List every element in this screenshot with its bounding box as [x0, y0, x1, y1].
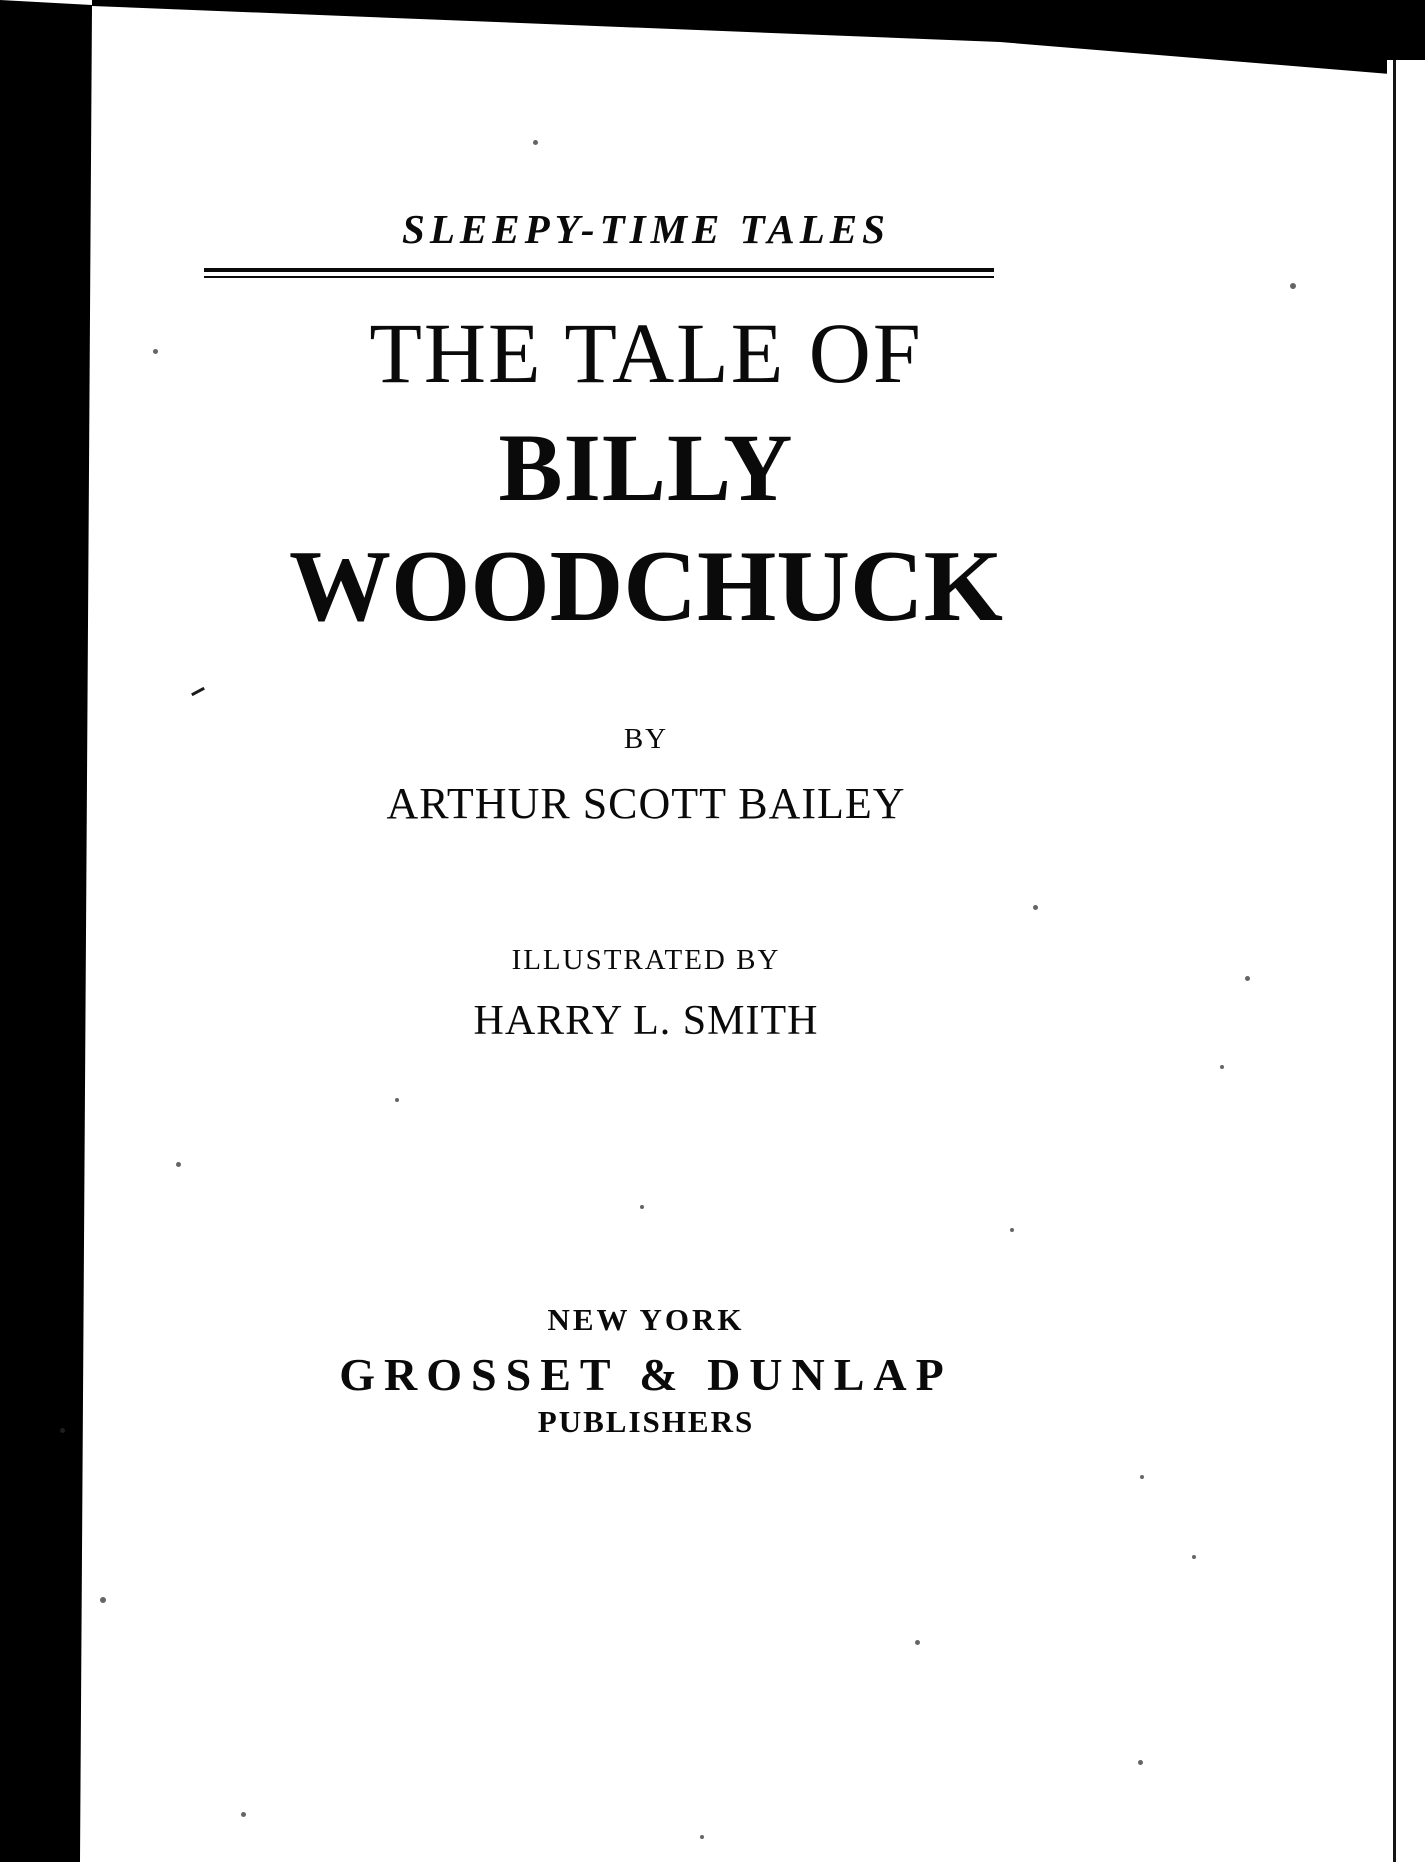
scan-speck [60, 1428, 65, 1433]
book-title-line-2: BILLY [498, 414, 794, 521]
series-rule-upper [204, 268, 994, 272]
scan-speck [1290, 283, 1296, 289]
book-title-line-1: THE TALE OF [369, 305, 923, 401]
scan-speck [1033, 905, 1038, 910]
author-name: ARTHUR SCOTT BAILEY [386, 779, 906, 828]
scan-speck [395, 1098, 399, 1102]
publishers-label: PUBLISHERS [537, 1404, 755, 1439]
scan-speck [533, 140, 538, 145]
scan-edge-left [0, 0, 96, 1862]
book-title-line-3: WOODCHUCK [289, 530, 1003, 643]
scan-speck [640, 1205, 644, 1209]
scan-speck [700, 1835, 704, 1839]
scan-speck [176, 1162, 181, 1167]
scan-speck [1220, 1065, 1224, 1069]
scan-speck [1140, 1475, 1144, 1479]
series-title: SLEEPY-TIME TALES [402, 206, 890, 252]
scan-speck [241, 1812, 246, 1817]
publisher-name: GROSSET & DUNLAP [339, 1349, 953, 1400]
illustrator-name: HARRY L. SMITH [473, 998, 819, 1044]
scan-speck [1010, 1228, 1014, 1232]
title-page-content [96, 0, 1386, 1862]
scan-speck [1245, 976, 1250, 981]
series-rule-lower [204, 276, 994, 278]
publisher-city: NEW YORK [547, 1302, 745, 1337]
scan-speck [100, 1597, 106, 1603]
scan-artifact-tick [191, 687, 205, 696]
illustrated-by-label: ILLUSTRATED BY [511, 944, 781, 976]
scan-speck [915, 1640, 920, 1645]
scan-edge-right [1387, 60, 1425, 1862]
scan-speck [1138, 1760, 1143, 1765]
scan-speck [1192, 1555, 1196, 1559]
by-label: BY [623, 723, 669, 755]
scan-speck [153, 349, 158, 354]
